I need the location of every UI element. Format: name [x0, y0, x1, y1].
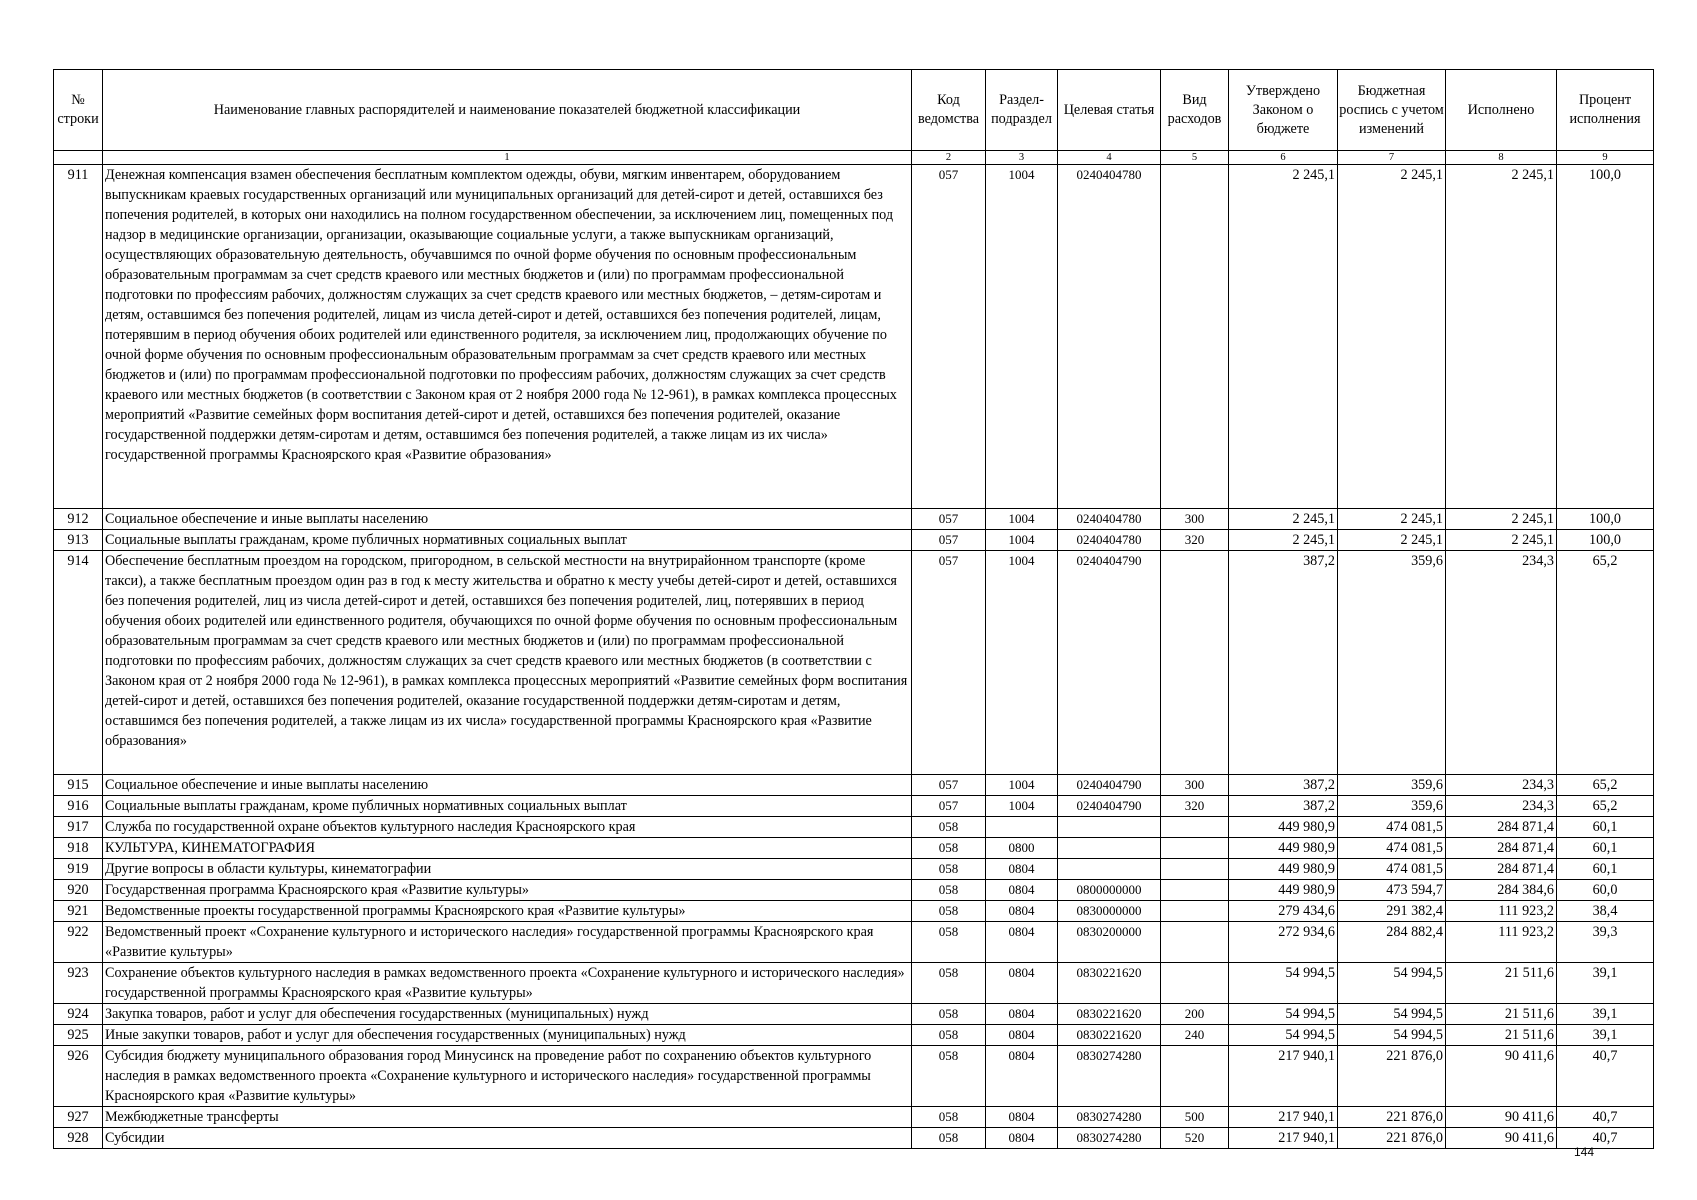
budget-amount: 473 594,7 [1338, 880, 1446, 901]
budget-amount: 54 994,5 [1338, 1025, 1446, 1046]
section-code: 0804 [986, 1004, 1058, 1025]
budget-amount: 2 245,1 [1338, 165, 1446, 509]
target-article: 0240404780 [1058, 530, 1161, 551]
header-section: Раздел-подраздел [986, 70, 1058, 151]
department-code: 057 [912, 551, 986, 775]
expense-type: 320 [1161, 796, 1229, 817]
execution-percent: 39,3 [1557, 922, 1654, 963]
execution-percent: 39,1 [1557, 1004, 1654, 1025]
row-number: 924 [54, 1004, 103, 1025]
section-code: 0804 [986, 901, 1058, 922]
indicator-name: Сохранение объектов культурного наследия в рамках ведомственного проекта «Сохранение культурного и исторического наследия» государственной программы Красноярского края «Развитие культуры» [103, 963, 912, 1004]
expense-type [1161, 859, 1229, 880]
executed-amount: 234,3 [1446, 551, 1557, 775]
approved-amount: 449 980,9 [1229, 859, 1338, 880]
execution-percent: 39,1 [1557, 963, 1654, 1004]
target-article: 0830274280 [1058, 1046, 1161, 1107]
execution-percent: 40,7 [1557, 1128, 1654, 1149]
executed-amount: 90 411,6 [1446, 1107, 1557, 1128]
table-row [54, 509, 1654, 530]
indicator-name: Субсидия бюджету муниципального образования город Минусинск на проведение работ по сохранению объектов культурного наследия в рамках ведомственного проекта «Сохранение культурного и исторического наследия» государственной программы Красноярского края «Развитие культуры» [103, 1046, 912, 1107]
table-row [54, 880, 1654, 901]
department-code: 058 [912, 817, 986, 838]
approved-amount: 217 940,1 [1229, 1046, 1338, 1107]
column-number: 1 [103, 151, 912, 165]
executed-amount: 21 511,6 [1446, 963, 1557, 1004]
table-row [54, 165, 1654, 509]
indicator-name: Обеспечение бесплатным проездом на городском, пригородном, в сельской местности на внутрирайонном транспорте (кроме такси), а также бесплатным проездом один раз в год к месту жительства и обратно к месту учебы детей-сирот и детей, оставшихся без попечения родителей, лиц из числа детей-сирот и детей, оставшихся без попечения родителей, лиц, потерявших в период обучения обоих родителей или единственного родителя, обучающихся по очной форме обучения по основным профессиональным образовательным программам за счет средств краевого или местных бюджетов и (или) по программам профессиональной подготовки по профессиям рабочих, должностям служащих за счет средств краевого или местных бюджетов (в соответствии с Законом края от 2 ноября 2000 года № 12-961), в рамках комплекса процессных мероприятий «Развитие семейных форм воспитания детей-сирот и детей, оставшихся без попечения родителей, оказание государственной поддержки детям-сиротам и детям, оставшимся без попечения родителей, а также лицам из их числа» государственной программы Красноярского края «Развитие образования» [103, 551, 912, 775]
table-row [54, 922, 1654, 963]
approved-amount: 54 994,5 [1229, 1025, 1338, 1046]
target-article: 0240404790 [1058, 796, 1161, 817]
column-number: 2 [912, 151, 986, 165]
expense-type: 320 [1161, 530, 1229, 551]
table-row [54, 1004, 1654, 1025]
indicator-name: Социальные выплаты гражданам, кроме публичных нормативных социальных выплат [103, 530, 912, 551]
expense-type: 520 [1161, 1128, 1229, 1149]
executed-amount: 284 871,4 [1446, 838, 1557, 859]
expense-type: 300 [1161, 509, 1229, 530]
execution-percent: 60,1 [1557, 859, 1654, 880]
department-code: 057 [912, 509, 986, 530]
department-code: 057 [912, 530, 986, 551]
executed-amount: 284 871,4 [1446, 859, 1557, 880]
row-number: 913 [54, 530, 103, 551]
column-number: 6 [1229, 151, 1338, 165]
indicator-name: Государственная программа Красноярского края «Развитие культуры» [103, 880, 912, 901]
execution-percent: 65,2 [1557, 775, 1654, 796]
row-number: 921 [54, 901, 103, 922]
row-number: 918 [54, 838, 103, 859]
department-code: 058 [912, 963, 986, 1004]
expense-type [1161, 551, 1229, 775]
page-number: 144 [1574, 1145, 1595, 1159]
department-code: 057 [912, 775, 986, 796]
indicator-name: Денежная компенсация взамен обеспечения бесплатным комплектом одежды, обуви, мягким инвентарем, оборудованием выпускникам краевых государственных организаций или муниципальных организаций для детей-сирот и детей, оставшихся без попечения родителей, в которых они находились на полном государственном обеспечении, за исключением лиц, помещенных под надзор в медицинские организации, организации, оказывающие социальные услуги, а также выпускникам организаций, осуществляющих образовательную деятельность, обучавшимся по очной форме обучения по основным профессиональным образовательным программам за счет средств краевого или местных бюджетов и (или) по программам профессиональной подготовки по профессиям рабочих, должностям служащих за счет средств краевого или местных бюджетов, – детям-сиротам и детям, оставшимся без попечения родителей, лицам из числа детей-сирот и детей, оставшихся без попечения родителей, лицам, потерявшим в период обучения обоих родителей или единственного родителя, за исключением лиц, продолжающих обучение по очной форме обучения по основным профессиональным образовательным программам за счет средств краевого или местных бюджетов и (или) по программам профессиональной подготовки по профессиям рабочих, должностям служащих за счет средств краевого или местных бюджетов (в соответствии с Законом края от 2 ноября 2000 года № 12-961), в рамках комплекса процессных мероприятий «Развитие семейных форм воспитания детей-сирот и детей, оставшихся без попечения родителей, оказание государственной поддержки детям-сиротам и детям, оставшимся без попечения родителей, а также лицам из их числа» государственной программы Красноярского края «Развитие образования» [103, 165, 912, 509]
indicator-name: Социальное обеспечение и иные выплаты населению [103, 509, 912, 530]
budget-amount: 2 245,1 [1338, 509, 1446, 530]
target-article: 0240404780 [1058, 165, 1161, 509]
row-number: 928 [54, 1128, 103, 1149]
target-article: 0830000000 [1058, 901, 1161, 922]
target-article [1058, 838, 1161, 859]
executed-amount: 111 923,2 [1446, 922, 1557, 963]
section-code: 0804 [986, 922, 1058, 963]
target-article [1058, 859, 1161, 880]
expense-type [1161, 838, 1229, 859]
column-number: 9 [1557, 151, 1654, 165]
document-page [53, 69, 1653, 1149]
approved-amount: 54 994,5 [1229, 963, 1338, 1004]
expense-type [1161, 1046, 1229, 1107]
section-code: 1004 [986, 509, 1058, 530]
expense-type [1161, 817, 1229, 838]
department-code: 058 [912, 1046, 986, 1107]
execution-percent: 60,0 [1557, 880, 1654, 901]
expense-type [1161, 963, 1229, 1004]
approved-amount: 2 245,1 [1229, 530, 1338, 551]
header-executed: Исполнено [1446, 70, 1557, 151]
execution-percent: 38,4 [1557, 901, 1654, 922]
header-row-number: № строки [54, 70, 103, 151]
expense-type: 500 [1161, 1107, 1229, 1128]
section-code: 0804 [986, 1128, 1058, 1149]
department-code: 058 [912, 1128, 986, 1149]
expense-type: 240 [1161, 1025, 1229, 1046]
executed-amount: 21 511,6 [1446, 1025, 1557, 1046]
approved-amount: 54 994,5 [1229, 1004, 1338, 1025]
target-article: 0240404790 [1058, 775, 1161, 796]
row-number: 925 [54, 1025, 103, 1046]
expense-type [1161, 880, 1229, 901]
department-code: 058 [912, 859, 986, 880]
target-article [1058, 817, 1161, 838]
executed-amount: 90 411,6 [1446, 1128, 1557, 1149]
execution-percent: 65,2 [1557, 551, 1654, 775]
approved-amount: 449 980,9 [1229, 817, 1338, 838]
budget-amount: 359,6 [1338, 551, 1446, 775]
indicator-name: Другие вопросы в области культуры, кинематографии [103, 859, 912, 880]
department-code: 057 [912, 796, 986, 817]
executed-amount: 234,3 [1446, 796, 1557, 817]
department-code: 058 [912, 922, 986, 963]
approved-amount: 217 940,1 [1229, 1107, 1338, 1128]
header-expense-type: Вид расходов [1161, 70, 1229, 151]
execution-percent: 65,2 [1557, 796, 1654, 817]
execution-percent: 60,1 [1557, 838, 1654, 859]
indicator-name: Закупка товаров, работ и услуг для обеспечения государственных (муниципальных) нужд [103, 1004, 912, 1025]
department-code: 058 [912, 1004, 986, 1025]
target-article: 0240404790 [1058, 551, 1161, 775]
budget-amount: 359,6 [1338, 796, 1446, 817]
section-code: 1004 [986, 775, 1058, 796]
target-article: 0830221620 [1058, 1025, 1161, 1046]
table-row [54, 817, 1654, 838]
section-code: 0800 [986, 838, 1058, 859]
column-number: 3 [986, 151, 1058, 165]
row-number: 920 [54, 880, 103, 901]
column-number: 8 [1446, 151, 1557, 165]
indicator-name: Межбюджетные трансферты [103, 1107, 912, 1128]
table-body [54, 165, 1654, 1149]
budget-amount: 474 081,5 [1338, 838, 1446, 859]
expense-type [1161, 901, 1229, 922]
section-code: 1004 [986, 530, 1058, 551]
section-code: 0804 [986, 963, 1058, 1004]
budget-amount: 474 081,5 [1338, 859, 1446, 880]
indicator-name: Субсидии [103, 1128, 912, 1149]
target-article: 0830200000 [1058, 922, 1161, 963]
execution-percent: 100,0 [1557, 509, 1654, 530]
table-row [54, 1046, 1654, 1107]
target-article: 0800000000 [1058, 880, 1161, 901]
row-number: 912 [54, 509, 103, 530]
department-code: 057 [912, 165, 986, 509]
budget-execution-table [53, 69, 1654, 1149]
header-target-article: Целевая статья [1058, 70, 1161, 151]
department-code: 058 [912, 880, 986, 901]
table-row [54, 963, 1654, 1004]
executed-amount: 284 871,4 [1446, 817, 1557, 838]
section-code: 0804 [986, 880, 1058, 901]
execution-percent: 100,0 [1557, 165, 1654, 509]
section-code: 0804 [986, 1107, 1058, 1128]
execution-percent: 60,1 [1557, 817, 1654, 838]
approved-amount: 387,2 [1229, 551, 1338, 775]
table-row [54, 796, 1654, 817]
row-number: 911 [54, 165, 103, 509]
expense-type [1161, 165, 1229, 509]
section-code: 0804 [986, 859, 1058, 880]
column-number: 7 [1338, 151, 1446, 165]
row-number: 926 [54, 1046, 103, 1107]
expense-type [1161, 922, 1229, 963]
target-article: 0830274280 [1058, 1107, 1161, 1128]
section-code [986, 817, 1058, 838]
header-row [54, 70, 1654, 151]
target-article: 0830221620 [1058, 963, 1161, 1004]
indicator-name: Социальное обеспечение и иные выплаты населению [103, 775, 912, 796]
row-number: 915 [54, 775, 103, 796]
section-code: 1004 [986, 165, 1058, 509]
execution-percent: 40,7 [1557, 1046, 1654, 1107]
table-row [54, 1128, 1654, 1149]
execution-percent: 39,1 [1557, 1025, 1654, 1046]
column-number: 4 [1058, 151, 1161, 165]
approved-amount: 2 245,1 [1229, 165, 1338, 509]
row-number: 917 [54, 817, 103, 838]
table-row [54, 1025, 1654, 1046]
department-code: 058 [912, 901, 986, 922]
header-department-code: Код ведомства [912, 70, 986, 151]
budget-amount: 284 882,4 [1338, 922, 1446, 963]
approved-amount: 2 245,1 [1229, 509, 1338, 530]
budget-amount: 2 245,1 [1338, 530, 1446, 551]
row-number: 914 [54, 551, 103, 775]
executed-amount: 2 245,1 [1446, 530, 1557, 551]
execution-percent: 100,0 [1557, 530, 1654, 551]
indicator-name: Служба по государственной охране объектов культурного наследия Красноярского края [103, 817, 912, 838]
executed-amount: 2 245,1 [1446, 509, 1557, 530]
executed-amount: 111 923,2 [1446, 901, 1557, 922]
budget-amount: 291 382,4 [1338, 901, 1446, 922]
department-code: 058 [912, 838, 986, 859]
approved-amount: 272 934,6 [1229, 922, 1338, 963]
row-number: 919 [54, 859, 103, 880]
indicator-name: Социальные выплаты гражданам, кроме публичных нормативных социальных выплат [103, 796, 912, 817]
budget-amount: 221 876,0 [1338, 1128, 1446, 1149]
column-number [54, 151, 103, 165]
target-article: 0830274280 [1058, 1128, 1161, 1149]
approved-amount: 387,2 [1229, 775, 1338, 796]
target-article: 0830221620 [1058, 1004, 1161, 1025]
approved-amount: 449 980,9 [1229, 838, 1338, 859]
header-approved: Утверждено Законом о бюджете [1229, 70, 1338, 151]
row-number: 922 [54, 922, 103, 963]
department-code: 058 [912, 1025, 986, 1046]
header-budget-schedule: Бюджетная роспись с учетом изменений [1338, 70, 1446, 151]
row-number: 923 [54, 963, 103, 1004]
executed-amount: 2 245,1 [1446, 165, 1557, 509]
column-number: 5 [1161, 151, 1229, 165]
row-number: 927 [54, 1107, 103, 1128]
table-row [54, 1107, 1654, 1128]
indicator-name: Ведомственные проекты государственной программы Красноярского края «Развитие культуры» [103, 901, 912, 922]
table-row [54, 901, 1654, 922]
section-code: 1004 [986, 796, 1058, 817]
executed-amount: 21 511,6 [1446, 1004, 1557, 1025]
indicator-name: КУЛЬТУРА, КИНЕМАТОГРАФИЯ [103, 838, 912, 859]
budget-amount: 54 994,5 [1338, 1004, 1446, 1025]
indicator-name: Иные закупки товаров, работ и услуг для обеспечения государственных (муниципальных) нужд [103, 1025, 912, 1046]
expense-type: 300 [1161, 775, 1229, 796]
executed-amount: 234,3 [1446, 775, 1557, 796]
budget-amount: 221 876,0 [1338, 1107, 1446, 1128]
table-row [54, 551, 1654, 775]
section-code: 0804 [986, 1025, 1058, 1046]
budget-amount: 359,6 [1338, 775, 1446, 796]
approved-amount: 449 980,9 [1229, 880, 1338, 901]
target-article: 0240404780 [1058, 509, 1161, 530]
row-number: 916 [54, 796, 103, 817]
table-row [54, 838, 1654, 859]
approved-amount: 279 434,6 [1229, 901, 1338, 922]
budget-amount: 474 081,5 [1338, 817, 1446, 838]
table-row [54, 530, 1654, 551]
budget-amount: 221 876,0 [1338, 1046, 1446, 1107]
approved-amount: 217 940,1 [1229, 1128, 1338, 1149]
section-code: 0804 [986, 1046, 1058, 1107]
table-row [54, 859, 1654, 880]
executed-amount: 284 384,6 [1446, 880, 1557, 901]
table-row [54, 775, 1654, 796]
executed-amount: 90 411,6 [1446, 1046, 1557, 1107]
indicator-name: Ведомственный проект «Сохранение культурного и исторического наследия» государственной программы Красноярского края «Развитие культуры» [103, 922, 912, 963]
expense-type: 200 [1161, 1004, 1229, 1025]
header-name: Наименование главных распорядителей и наименование показателей бюджетной классификации [103, 70, 912, 151]
budget-amount: 54 994,5 [1338, 963, 1446, 1004]
column-number-row [54, 151, 1654, 165]
department-code: 058 [912, 1107, 986, 1128]
execution-percent: 40,7 [1557, 1107, 1654, 1128]
header-percent: Процент исполнения [1557, 70, 1654, 151]
approved-amount: 387,2 [1229, 796, 1338, 817]
section-code: 1004 [986, 551, 1058, 775]
